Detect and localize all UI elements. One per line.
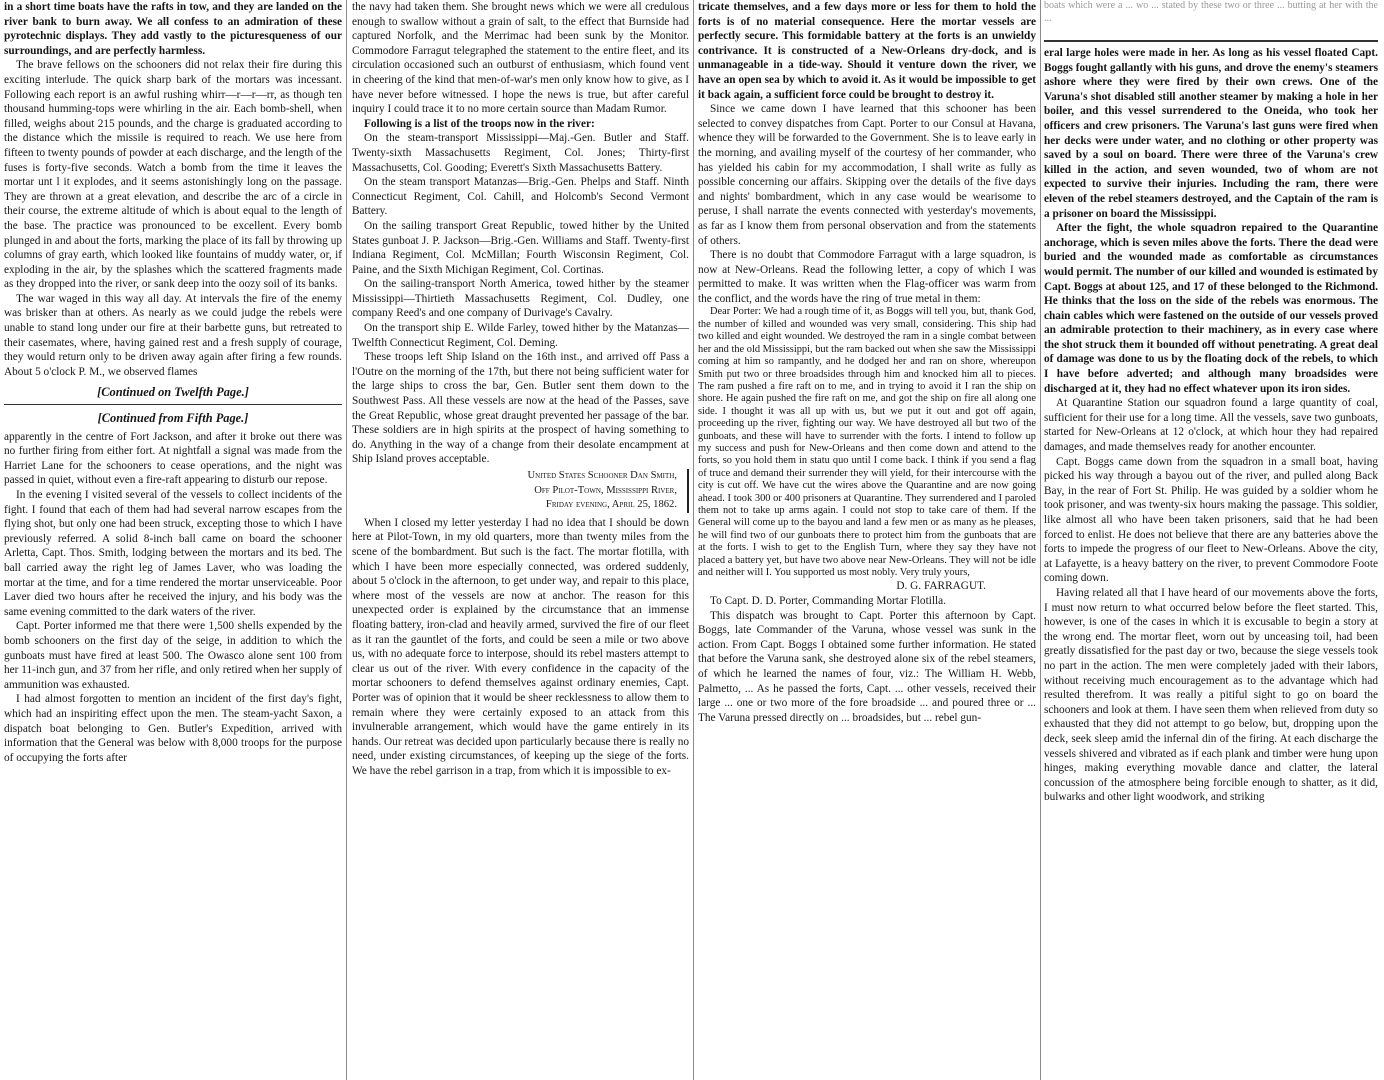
paragraph: Following is a list of the troops now in the river: [364, 117, 595, 130]
continued-from-notice: [Continued from Fifth Page.] [97, 411, 249, 426]
paragraph: Having related all that I have heard of our movements above the forts, I must now return to what occurred below before the fleet started. This, however, is one of the cases in which it is excusable to begin a story at the wrong end. The mortar fleet, worn out by unceasing toil, had been greatly dissatisfied for the past day or two, because the siege vessels took no part in the action. The men were completely jaded with their labors, without receiving much encouragement as to the advantage which had resulted therefrom. It was really a pitiful sight to go on board the schooners and look at them. I have seen them when relieved from duty so exhausted that they did not attempt to go below, but, dropping upon the deck, seek sleep amid the infernal din of the firing. At each discharge the vessels shivered and vibrated as if each plank and timber were hung upon hinges, making everything movable dance and clatter, the lateral concussion of the atmosphere being forcible enough to shatter, as it did, bulwarks and other light woodwork, and striking [1044, 586, 1378, 804]
paragraph: In the evening I visited several of the vessels to collect incidents of the fight. I found that each of them had had several narrow escapes from the flying shot, but only one had been struck, excepting those to which I have previously referred. A solid 8-inch ball came on board the schooner Arletta, Capt. Thos. Smith, lodging between the mortars and its bed. The ball carried away the right leg of James Laver, who was loading the mortar at the time, and for a time rendered the mortar unserviceable. Poor Laver died two hours after he received the injury, and his body was the same evening committed to the dark waters of the river. [4, 489, 342, 618]
address-line: To Capt. D. D. Porter, Commanding Mortar Flotilla. [710, 595, 946, 607]
paragraph: When I closed my letter yesterday I had no idea that I should be down here at Pilot-Town, in my old quarters, more than twenty miles from the scene of the bombardment. But such is the fact. The mortar flotilla, with which I have been more especially connected, was ordered suddenly, about 5 o'clock in the afternoon, to get under way, and repair to this place, where most of the vessels are now at anchor. The reason for this unexpected order is explained by the circumstance that an immense floating battery, iron-clad and heavily armed, survived the fire of our fleet as it ran the gauntlet of the forts, and could be seen a mile or two above us, with no adequate force to interpose, should its rebel masters attempt to clear us out of the river. With every confidence in the capacity of the mortar schooners to defend themselves against ordinary enemies, Capt. Porter was of opinion that it would be sheer recklessness to allow them to remain where they were certainly exposed to an attack from this invulnerable arrangement, which would have the game entirely in its hands. Our retreat was decided upon particularly because there is really no need, under existing circumstances, of keeping up the siege of the forts. We have the rebel garrison in a trap, from which it is impossible to ex- [352, 516, 689, 777]
paragraph: The brave fellows on the schooners did not relax their fire during this exciting interlude. The quick sharp bark of the mortars was incessant. Following each report is an awful rushing whirr—r—r—rr, as though ten thousand humming-tops were whirling in the air. Each bomb-shell, when filled, weighs about 215 pounds, and the charge is graduated according to the distance which the missile is required to reach. We use here from fifteen to twenty pounds of powder at each discharge, and the length of the fuses is forty-five seconds. Watch a bomb from the time it leaves the mortar unt l it explodes, and it seems astonishingly long on the passage. They are thrown at a great elevation, and describe the arc of a circle in their course, the extreme altitude of which is about equal to the length of the base. The practice was pronounced to be excellent. Every bomb plunged in and about the forts, marking the place of its fall by throwing up columns of gray earth, which looked like fountains of muddy water, or, if exploding in the air, by the splashes which the scattered fragments made as they dropped into the river, or sank deep into the oozy soil of its banks. [4, 59, 342, 291]
paragraph: eral large holes were made in her. As long as his vessel floated Capt. Boggs fought gallantly with his guns, and drove the enemy's steamers ashore where they were fired by their own crews. One of the Varuna's shot disabled still another steamer by making a hole in her boiler, and this vessel surrendered to the Oneida, who took her officers and crew prisoners. The Varuna's last guns were fired when her decks were under water, and no clothing or other property was saved by a soul on board. There were three of the Varuna's crew killed in the action, and seven wounded, two of whom are not expected to survive their injuries. Including the ram, there were eleven of the rebel steamers destroyed, and the Captain of the ram is a prisoner on board the Mississippi. [1044, 47, 1378, 220]
dateline-line: Off Pilot-Town, Mississippi River, [534, 484, 677, 496]
letter-text: Dear Porter: We had a rough time of it, as Boggs will tell you, but, thank God, the number of killed and wounded was very small, considering. This ship had two killed and eight wounded. We destroyed the ram in a single combat between her and the old Mississippi, but the ram backed out when she saw the Mississippi coming at him so rampantly, and he dodged her and ran on shore, whereupon Smith put two or three broadsides through him and knocked him all to pieces. The ram pushed a fire raft on to me, and in trying to avoid it I ran the ship on shore. He again pushed the fire raft on me, and got the ship on fire all along one side. I thought it was all up with us, but we put it out and got off again, proceeding up the river, fighting our way. We have destroyed all but two of the gunboats, and these will have to surrender with the forts. I intend to follow up my success and push for New-Orleans and then come down and attend to the forts, so you hold them in statu quo until I come back. I think if you send a flag of truce and demand their surrender they will yield, for their intercourse with the city is cut off. We have cut the wires above the Quarantine and are now going ahead. I took 300 or 400 prisoners at Quarantine. They surrendered and I paroled them not to take up arms again. I could not stop to take care of them. If the General will come up to the bayou and land a few men or as many as he pleases, he will find two of our gunboats there to protect him from the gunboats that are at the forts. I wish to get to the English Turn, where they say they have not placed a battery yet, but have two above near New-Orleans. They will not be idle and neither will I. You supported us most nobly. Very truly yours, [698, 306, 1036, 578]
paragraph: At Quarantine Station our squadron found a large quantity of coal, sufficient for their use for a long time. All the vessels, save two gunboats, started for New-Orleans at 12 o'clock, at which hour they had repaired damages, and made themselves ready for another encounter. [1044, 397, 1378, 454]
paragraph: tricate themselves, and a few days more or less for them to hold the forts is of no material consequence. Here the mortar vessels are perfectly secure. This formidable battery at the forts is an unwieldy contrivance. It is constructed of a New-Orleans dry-dock, and is unmanageable in a tide-way. Should it venture down the river, we have an open sea by which to avoid it. As it would be impossible to get it back again, a sufficient force could be brought to destroy it. [698, 1, 1036, 101]
signature: D. G. FARRAGUT. [896, 580, 986, 593]
paragraph: After the fight, the whole squadron repaired to the Quarantine anchorage, which is seven miles above the forts. There the dead were buried and the wounded made as comfortable as circumstances would permit. The number of our killed and wounded is estimated by Capt. Boggs at about 125, and 17 of these belonged to the Richmond. He thinks that the loss on the side of the rebels was enormous. The chain cables which were fastened on the outside of our vessels proved an admirable protection to their machinery, as in every case where the shot struck them it bounded off without penetrating. A great deal of damage was done to us by the floating dock of the rebels, to which I have before adverted; and although many broadsides were discharged at it, they had no effect whatever upon its iron sides. [1044, 222, 1378, 395]
paragraph: Capt. Boggs came down from the squadron in a small boat, having picked his way through a bayou out of the river, and pulled along Back Bay, in the rear of Fort St. Philip. He was guided by a soldier whom he took prisoner, and was twenty-six hours making the passage. This soldier, like almost all who have been taken prisoners, said that he had been forced to enlist. He does not believe that there are any batteries above the forts to impede the progress of our fleet to New-Orleans. Above the city, at Lafayette, is a heavy battery on the river, to prevent Commodore Foote coming down. [1044, 455, 1378, 585]
paragraph: in a short time boats have the rafts in tow, and they are landed on the river bank to burn away. We all confess to an admiration of these pyrotechnic displays. They add vastly to the picturesqueness of our surroundings, and are perfectly harmless. [4, 1, 342, 57]
paragraph: On the steam transport Matanzas—Brig.-Gen. Phelps and Staff. Ninth Connecticut Regiment, Col. Cahill, and Holcomb's Second Vermont Battery. [352, 176, 689, 218]
column-rule [1040, 0, 1041, 1080]
paragraph: On the transport ship E. Wilde Farley, towed hither by the Matanzas—Twelfth Connecticut Regiment, Col. Deming. [352, 322, 689, 349]
paragraph: The war waged in this way all day. At intervals the fire of the enemy was brisker than at others. As nearly as we could judge the rebels were unable to stand long under our fire at their barbette guns, but retreated to their casemates, where, having gained rest and a fresh supply of courage, they would return only to be driven away again after firing a few rounds. About 5 o'clock P. M., we observed flames [4, 292, 342, 378]
column-2 [352, 0, 689, 1080]
faded-text-block: boats which were a ... wo ... stated by these two or three ... butting at her with the ... [1044, 0, 1378, 42]
dateline [352, 469, 689, 513]
paragraph: On the sailing-transport North America, towed hither by the steamer Mississippi—Thirtieth Massachusetts Regiment, Col. Dudley, one company Reed's and one company of Durivage's Cavalry. [352, 278, 689, 320]
paragraph: On the steam-transport Mississippi—Maj.-Gen. Butler and Staff. Twenty-sixth Massachusetts Regiment, Col. Jones; Thirty-first Massachusetts, Col. Gooding; Everett's Sixth Massachusetts Battery. [352, 132, 689, 174]
paragraph: I had almost forgotten to mention an incident of the first day's fight, which had an inspiriting effect upon the men. The steam-yacht Saxon, a dispatch boat belonging to Gen. Butler's Expedition, arrived with information that the General was below with 8,000 troops for the purpose of occupying the forts after [4, 693, 342, 764]
paragraph: These troops left Ship Island on the 16th inst., and arrived off Pass a l'Outre on the morning of the 17th, but there not being sufficient water for the large ships to cross the bar, Gen. Butler sent them down to the Southwest Pass. All these vessels are now at the head of the Passes, save the Great Republic, whose great draught prevented her passage of the bar. These soldiers are in high spirits at the prospect of having something to do. Anything in the way of a change from their desolate encampment at Ship Island proves acceptable. [352, 351, 689, 466]
column-3 [698, 0, 1036, 1080]
divider [4, 404, 342, 405]
paragraph: Capt. Porter informed me that there were 1,500 shells expended by the bomb schooners on the first day of the seige, in addition to which the gunboats must have fired at least 500. The Owasco alone sent 100 from her 11-inch gun, and 37 from her rifle, and only retired when her supply of ammunition was exhausted. [4, 620, 342, 691]
dateline-line: Friday evening, April 25, 1862. [545, 499, 677, 511]
paragraph: On the sailing transport Great Republic, towed hither by the United States gunboat J. P. Jackson—Brig.-Gen. Williams and Staff. Twenty-first Indiana Regiment, Col. McMillan; Fourth Wisconsin Regiment, Col. Paine, and the Sixth Michigan Regiment, Col. Cortinas. [352, 219, 689, 276]
paragraph: apparently in the centre of Fort Jackson, and after it broke out there was no further firing from either fort. At nightfall a signal was made from the Harriet Lane for the schooners to cease operations, and the night was passed in quiet, without even a fire-raft appearing to disturb our repose. [4, 430, 342, 487]
paragraph: This dispatch was brought to Capt. Porter this afternoon by Capt. Boggs, late Commander of the Varuna, whose vessel was sunk in the action. From Capt. Boggs I obtained some further information. He stated that before the Varuna sank, she destroyed alone six of the rebel steamers, of which he learned the names of four, viz.: The William H. Webb, Palmetto, ... As he passed the forts, Capt. ... other vessels, received their large ... one or two more of the fore broadside ... and poured three or ... The Varuna pressed directly on ... broadsides, but ... rebel gun- [698, 609, 1036, 724]
column-rule [693, 0, 694, 1080]
column-1 [4, 0, 342, 1080]
column-4 [1044, 0, 1378, 1080]
dateline-line: United States Schooner Dan Smith, [527, 470, 677, 481]
paragraph: There is no doubt that Commodore Farragut with a large squadron, is now at New-Orleans. Read the following letter, a copy of which I was permitted to make. It was written when the Flag-officer was warm from the conflict, and the words have the ring of true metal in them: [698, 249, 1036, 305]
paragraph: the navy had taken them. She brought news which we were all credulous enough to swallow without a grain of salt, to the effect that Burnside had captured Norfolk, and the Merrimac had been sunk by the Monitor. Commodore Farragut telegraphed the statement to the entire fleet, and its circulation occasioned such an outburst of enthusiasm, which found vent in cheering of the kind that men-of-war's men only know how to give, as I have never before witnessed. I hope the news is true, but after careful inquiry I could trace it to no more certain source than Madam Rumor. [352, 1, 689, 116]
column-rule [346, 0, 347, 1080]
paragraph: Since we came down I have learned that this schooner has been selected to convey dispatches from Capt. Porter to our Consul at Havana, whence they will be forwarded to the Government. She is to leave early in the morning, and availing myself of the courtesy of her commander, who has yielded his cabin for my accommodation, I shall write as fully as possible concerning our affairs. Skipping over the details of the five days and nights' bombardment, which in any case would be wearisome to peruse, I shall narrate the events connected with yesterday's movements, as far as I know them from personal observation and from the statements of others. [698, 103, 1036, 247]
continued-on-notice: [Continued on Twelfth Page.] [97, 385, 249, 400]
